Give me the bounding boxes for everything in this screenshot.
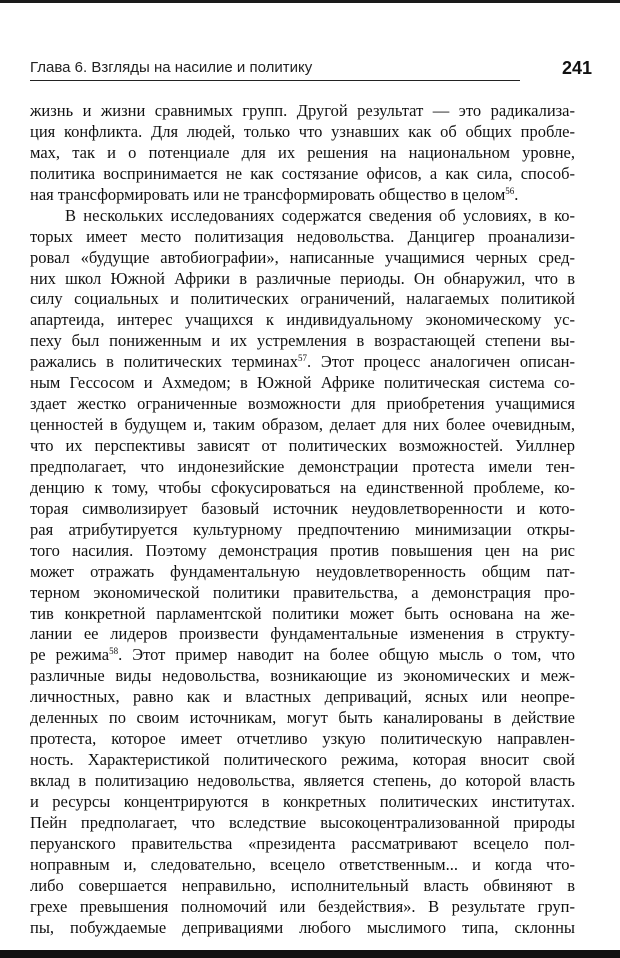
text-line: [30, 645, 575, 666]
bottom-rule: [0, 950, 620, 958]
footnote-ref-56: 56: [505, 185, 515, 196]
text-line: ровал «будущие автобиографии», написанные учащимися черных сред-: [30, 247, 575, 267]
text-line: [30, 185, 575, 206]
text-line: ценностей в будущем и, таким образом, делает для них более очевидным,: [30, 415, 575, 435]
running-head: Глава 6. Взгляды на насилие и политику: [30, 59, 520, 81]
text-line: апартеида, интерес учащихся к индивидуальному экономическому ус-: [30, 310, 575, 330]
text-line: терном экономической политики правительства, а демонстрация про-: [30, 582, 575, 602]
text-line: предполагает, что индонезийские демонстрации протеста имели тен-: [30, 456, 575, 476]
text-line: них школ Южной Африки в различные периоды. Он обнаружил, что в: [30, 268, 575, 288]
line-text: ная трансформировать или не трансформировать общество в целом: [30, 184, 506, 204]
top-rule: [0, 0, 620, 3]
line-text: ре режима: [30, 645, 110, 665]
text-line: торых имеет место политизация недовольства. Данцигер проанализи-: [30, 226, 575, 246]
text-line: здает жестко ограниченные возможности для приобретения учащимися: [30, 394, 575, 414]
text-line: ность. Характеристикой политического режима, которая вносит свой: [30, 750, 575, 770]
body-text: [30, 101, 575, 939]
footnote-ref-57: 57: [298, 353, 307, 364]
text-line: пеху был пониженным и их устремления в возрастающей степени вы-: [30, 331, 575, 351]
line-tail: . Этот пример наводит на более общую мысль о том, что: [118, 645, 575, 665]
text-line: Пейн предполагает, что вследствие высокоцентрализованной природы: [30, 812, 575, 832]
text-line: что их перспективы зависят от политических возможностей. Уиллнер: [30, 436, 575, 455]
text-line: может отражать фундаментальную неудовлетворенность общим пат-: [30, 561, 575, 581]
text-line: личностных, равно как и властных деприваций, ясных или неопре-: [30, 687, 575, 707]
text-line: ция конфликта. Для людей, только что узнавших как об общих пробле-: [30, 121, 575, 141]
text-line: того насилия. Поэтому демонстрация против повышения цен на рис: [30, 540, 575, 560]
text-line: протеста, которое имеет отчетливо узкую политическую направлен-: [30, 729, 575, 749]
text-line: денцию к тому, чтобы сфокусироваться на единственной проблеме, ко-: [30, 477, 575, 497]
text-line: и ресурсы концентрируются в конкретных политических институтах.: [30, 791, 575, 811]
text-line: различные виды недовольства, возникающие из экономических и меж-: [30, 666, 575, 686]
text-line: лании ее лидеров произвести фундаментальные изменения в структу-: [30, 624, 575, 644]
text-line: торая символизирует базовый источник неудовлетворенности и кото-: [30, 498, 575, 518]
text-line: ноправным и, следовательно, всецело ответственным... и когда что-: [30, 854, 575, 874]
line-text: ражались в политических терминах: [30, 352, 298, 372]
text-line: деленных по своим источникам, могут быть каналированы в действие: [30, 708, 575, 728]
text-line: либо совершается неправильно, исполнительный власть обвиняют в: [30, 875, 575, 895]
text-line: силу социальных и политических ограничений, налагаемых политикой: [30, 289, 575, 309]
text-line: перуанского правительства «президента рассматривают всецело пол-: [30, 833, 575, 853]
text-line: тив конкретной парламентской политики может быть основана на же-: [30, 603, 575, 623]
text-line: [30, 352, 575, 373]
line-tail: .: [514, 184, 519, 204]
footnote-ref-58: 58: [109, 646, 119, 657]
paragraph-start-line: В нескольких исследованиях содержатся сведения об условиях, в ко-: [65, 205, 575, 225]
text-line: мах, так и о потенциале для их решения на национальном уровне,: [30, 142, 575, 162]
text-line: политика воспринимается не как состязание офисов, а как сила, способ-: [30, 163, 575, 183]
text-line: пы, побуждаемые депривациями любого мыслимого типа, склонны: [30, 917, 575, 937]
line-tail: . Этот процесс аналогичен описан-: [307, 352, 575, 372]
text-line: грехе превышения полномочий или бездействия». В результате груп-: [30, 896, 575, 916]
text-line: ным Гессосом и Ахмедом; в Южной Африке политическая система со-: [30, 373, 575, 393]
text-line: вклад в политизацию недовольства, является степень, до которой власть: [30, 771, 575, 790]
text-line: жизнь и жизни сравнимых групп. Другой результат — это радикализа-: [30, 101, 575, 120]
page-number: 241: [561, 58, 592, 78]
text-line: рая атрибутируется культурному предпочтению минимизации откры-: [30, 519, 575, 539]
